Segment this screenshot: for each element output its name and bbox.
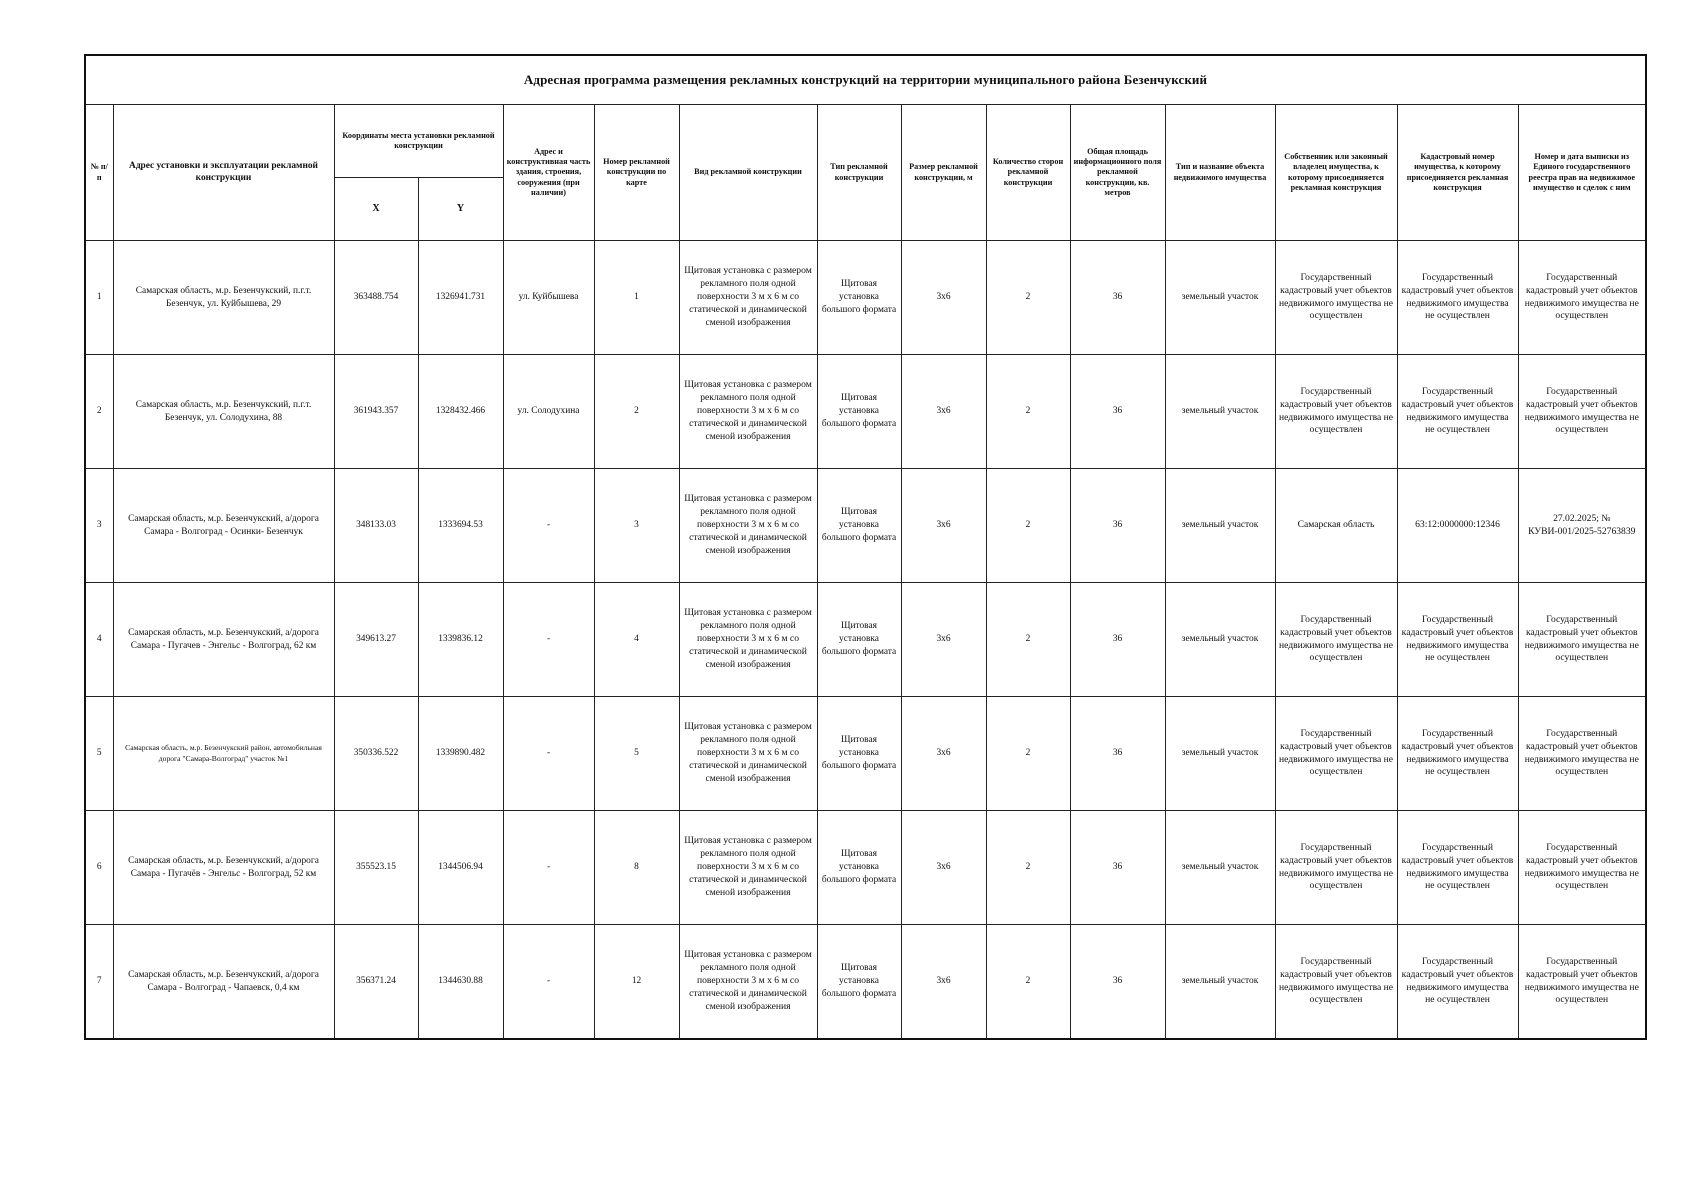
cell-egrn: 27.02.2025; № КУВИ-001/2025-52763839: [1518, 469, 1646, 583]
cell-cadastral: Государственный кадастровый учет объектов недвижимого имущества не осуществлен: [1397, 925, 1518, 1040]
cell-type: Щитовая установка большого формата: [817, 241, 901, 355]
cell-building: -: [503, 583, 594, 697]
cell-map-no: 5: [594, 697, 679, 811]
cell-type: Щитовая установка большого формата: [817, 583, 901, 697]
cell-cadastral: Государственный кадастровый учет объектов недвижимого имущества не осуществлен: [1397, 241, 1518, 355]
table-row: [85, 811, 1646, 925]
cell-building: -: [503, 811, 594, 925]
cell-y: 1339890.482: [418, 697, 503, 811]
cell-kind: Щитовая установка с размером рекламного поля одной поверхности 3 м х 6 м со статической и динамической сменой изображения: [679, 925, 817, 1040]
cell-sides: 2: [986, 583, 1070, 697]
cell-egrn: Государственный кадастровый учет объектов недвижимого имущества не осуществлен: [1518, 241, 1646, 355]
cell-map-no: 8: [594, 811, 679, 925]
cell-map-no: 3: [594, 469, 679, 583]
header-kind: Вид рекламной конструкции: [679, 105, 817, 241]
cell-num: 5: [85, 697, 113, 811]
cell-cadastral: Государственный кадастровый учет объектов недвижимого имущества не осуществлен: [1397, 355, 1518, 469]
cell-num: 6: [85, 811, 113, 925]
cell-building: ул. Солодухина: [503, 355, 594, 469]
cell-sides: 2: [986, 811, 1070, 925]
cell-size: 3х6: [901, 697, 986, 811]
cell-cadastral: Государственный кадастровый учет объектов недвижимого имущества не осуществлен: [1397, 811, 1518, 925]
cell-y: 1344630.88: [418, 925, 503, 1040]
cell-type: Щитовая установка большого формата: [817, 355, 901, 469]
cell-kind: Щитовая установка с размером рекламного поля одной поверхности 3 м х 6 м со статической и динамической сменой изображения: [679, 469, 817, 583]
cell-sides: 2: [986, 355, 1070, 469]
header-building: Адрес и конструктивная часть здания, строения, сооружения (при наличии): [503, 105, 594, 241]
cell-kind: Щитовая установка с размером рекламного поля одной поверхности 3 м х 6 м со статической и динамической сменой изображения: [679, 583, 817, 697]
cell-area: 36: [1070, 583, 1165, 697]
cell-y: 1328432.466: [418, 355, 503, 469]
cell-kind: Щитовая установка с размером рекламного поля одной поверхности 3 м х 6 м со статической и динамической сменой изображения: [679, 697, 817, 811]
cell-map-no: 2: [594, 355, 679, 469]
cell-address: Самарская область, м.р. Безенчукский, а/дорога Самара - Пугачев - Энгельс - Волгоград, 62 км: [113, 583, 334, 697]
cell-map-no: 4: [594, 583, 679, 697]
header-area: Общая площадь информационного поля рекламной конструкции, кв. метров: [1070, 105, 1165, 241]
cell-egrn: Государственный кадастровый учет объектов недвижимого имущества не осуществлен: [1518, 697, 1646, 811]
cell-object: земельный участок: [1165, 697, 1275, 811]
cell-egrn: Государственный кадастровый учет объектов недвижимого имущества не осуществлен: [1518, 811, 1646, 925]
cell-size: 3х6: [901, 241, 986, 355]
cell-type: Щитовая установка большого формата: [817, 925, 901, 1040]
cell-object: земельный участок: [1165, 811, 1275, 925]
cell-area: 36: [1070, 697, 1165, 811]
cell-y: 1333694.53: [418, 469, 503, 583]
table-body: [85, 241, 1646, 1040]
cell-object: земельный участок: [1165, 925, 1275, 1040]
cell-x: 349613.27: [334, 583, 418, 697]
advertising-program-table: [84, 54, 1647, 1040]
header-x: X: [334, 178, 418, 241]
cell-sides: 2: [986, 469, 1070, 583]
cell-size: 3х6: [901, 355, 986, 469]
cell-size: 3х6: [901, 583, 986, 697]
cell-object: земельный участок: [1165, 583, 1275, 697]
cell-owner: Государственный кадастровый учет объектов недвижимого имущества не осуществлен: [1275, 811, 1397, 925]
table-row: [85, 697, 1646, 811]
cell-object: земельный участок: [1165, 355, 1275, 469]
cell-owner: Государственный кадастровый учет объектов недвижимого имущества не осуществлен: [1275, 583, 1397, 697]
cell-num: 4: [85, 583, 113, 697]
cell-x: 355523.15: [334, 811, 418, 925]
cell-type: Щитовая установка большого формата: [817, 811, 901, 925]
cell-egrn: Государственный кадастровый учет объектов недвижимого имущества не осуществлен: [1518, 925, 1646, 1040]
cell-type: Щитовая установка большого формата: [817, 697, 901, 811]
cell-sides: 2: [986, 241, 1070, 355]
cell-kind: Щитовая установка с размером рекламного поля одной поверхности 3 м х 6 м со статической и динамической сменой изображения: [679, 355, 817, 469]
cell-address: Самарская область, м.р. Безенчукский, а/дорога Самара - Волгоград - Чапаевск, 0,4 км: [113, 925, 334, 1040]
cell-sides: 2: [986, 697, 1070, 811]
header-num: № п/п: [85, 105, 113, 241]
cell-x: 361943.357: [334, 355, 418, 469]
cell-owner: Самарская область: [1275, 469, 1397, 583]
cell-owner: Государственный кадастровый учет объектов недвижимого имущества не осуществлен: [1275, 925, 1397, 1040]
cell-num: 2: [85, 355, 113, 469]
cell-cadastral: Государственный кадастровый учет объектов недвижимого имущества не осуществлен: [1397, 697, 1518, 811]
header-size: Размер рекламной конструкции, м: [901, 105, 986, 241]
cell-owner: Государственный кадастровый учет объектов недвижимого имущества не осуществлен: [1275, 697, 1397, 811]
cell-owner: Государственный кадастровый учет объектов недвижимого имущества не осуществлен: [1275, 355, 1397, 469]
cell-area: 36: [1070, 241, 1165, 355]
cell-map-no: 12: [594, 925, 679, 1040]
cell-building: -: [503, 925, 594, 1040]
header-owner: Собственник или законный владелец имущества, к которому присоединяется рекламная конструкция: [1275, 105, 1397, 241]
document-sheet: [84, 54, 1645, 1043]
cell-x: 363488.754: [334, 241, 418, 355]
cell-area: 36: [1070, 811, 1165, 925]
cell-address: Самарская область, м.р. Безенчукский, п.г.т. Безенчук, ул. Куйбышева, 29: [113, 241, 334, 355]
cell-type: Щитовая установка большого формата: [817, 469, 901, 583]
cell-address: Самарская область, м.р. Безенчукский район, автомобильная дорога "Самара-Волгоград" участок №1: [113, 697, 334, 811]
header-address: Адрес установки и эксплуатации рекламной конструкции: [113, 105, 334, 241]
header-map-no: Номер рекламной конструкции по карте: [594, 105, 679, 241]
cell-x: 350336.522: [334, 697, 418, 811]
cell-num: 7: [85, 925, 113, 1040]
cell-address: Самарская область, м.р. Безенчукский, п.г.т. Безенчук, ул. Солодухина, 88: [113, 355, 334, 469]
header-cadastral: Кадастровый номер имущества, к которому присоединяется рекламная конструкция: [1397, 105, 1518, 241]
table-row: [85, 469, 1646, 583]
cell-area: 36: [1070, 469, 1165, 583]
header-object: Тип и название объекта недвижимого имущества: [1165, 105, 1275, 241]
cell-cadastral: Государственный кадастровый учет объектов недвижимого имущества не осуществлен: [1397, 583, 1518, 697]
cell-object: земельный участок: [1165, 469, 1275, 583]
table-row: [85, 583, 1646, 697]
cell-cadastral: 63:12:0000000:12346: [1397, 469, 1518, 583]
header-y: Y: [418, 178, 503, 241]
cell-num: 3: [85, 469, 113, 583]
cell-y: 1339836.12: [418, 583, 503, 697]
cell-y: 1326941.731: [418, 241, 503, 355]
header-sides: Количество сторон рекламной конструкции: [986, 105, 1070, 241]
cell-x: 348133.03: [334, 469, 418, 583]
cell-address: Самарская область, м.р. Безенчукский, а/дорога Самара - Пугачёв - Энгельс - Волгоград, 52 км: [113, 811, 334, 925]
cell-size: 3х6: [901, 469, 986, 583]
document-title: Адресная программа размещения рекламных конструкций на территории муниципального района Безенчукский: [85, 55, 1646, 105]
cell-building: -: [503, 697, 594, 811]
cell-kind: Щитовая установка с размером рекламного поля одной поверхности 3 м х 6 м со статической и динамической сменой изображения: [679, 241, 817, 355]
cell-object: земельный участок: [1165, 241, 1275, 355]
cell-owner: Государственный кадастровый учет объектов недвижимого имущества не осуществлен: [1275, 241, 1397, 355]
cell-y: 1344506.94: [418, 811, 503, 925]
header-coords: Координаты места установки рекламной конструкции: [334, 105, 503, 178]
cell-egrn: Государственный кадастровый учет объектов недвижимого имущества не осуществлен: [1518, 583, 1646, 697]
cell-building: ул. Куйбышева: [503, 241, 594, 355]
header-egrn: Номер и дата выписки из Единого государственного реестра прав на недвижимое имущество и сделок с ним: [1518, 105, 1646, 241]
cell-kind: Щитовая установка с размером рекламного поля одной поверхности 3 м х 6 м со статической и динамической сменой изображения: [679, 811, 817, 925]
table-row: [85, 925, 1646, 1040]
cell-building: -: [503, 469, 594, 583]
cell-num: 1: [85, 241, 113, 355]
cell-x: 356371.24: [334, 925, 418, 1040]
table-row: [85, 241, 1646, 355]
table-row: [85, 355, 1646, 469]
cell-map-no: 1: [594, 241, 679, 355]
header-type: Тип рекламной конструкции: [817, 105, 901, 241]
cell-size: 3х6: [901, 925, 986, 1040]
cell-egrn: Государственный кадастровый учет объектов недвижимого имущества не осуществлен: [1518, 355, 1646, 469]
cell-area: 36: [1070, 925, 1165, 1040]
cell-address: Самарская область, м.р. Безенчукский, а/дорога Самара - Волгоград - Осинки- Безенчук: [113, 469, 334, 583]
cell-size: 3х6: [901, 811, 986, 925]
cell-area: 36: [1070, 355, 1165, 469]
cell-sides: 2: [986, 925, 1070, 1040]
